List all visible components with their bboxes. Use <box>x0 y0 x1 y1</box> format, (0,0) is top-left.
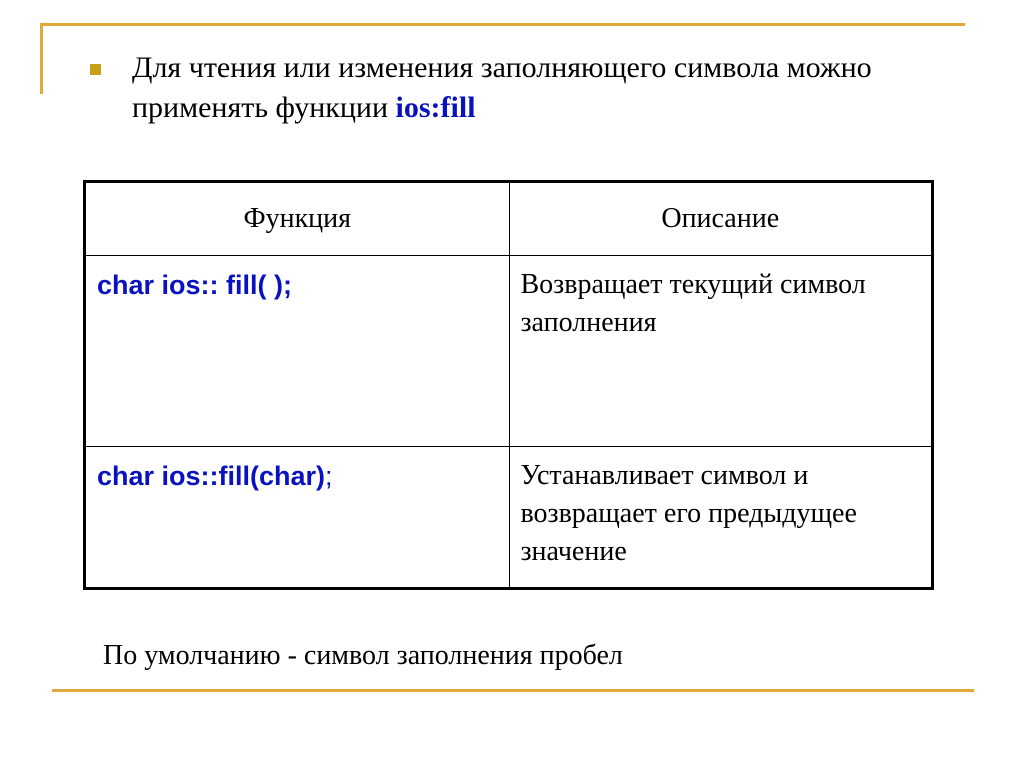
left-border-line <box>40 23 43 94</box>
functions-table <box>83 180 934 590</box>
function-cell <box>85 256 510 447</box>
bullet-square-icon <box>90 64 101 75</box>
table-row <box>85 256 933 447</box>
header-description: Описание <box>509 182 933 256</box>
function-description: Устанавливает символ и возвращает его предыдущее значение <box>520 460 857 567</box>
top-border-line <box>43 23 965 26</box>
default-fill-note: По умолчанию - символ заполнения пробел <box>103 640 623 671</box>
table-row <box>85 447 933 589</box>
function-signature: char ios:: fill( ); <box>97 270 292 300</box>
intro-function-name: ios:fill <box>395 91 476 124</box>
function-cell <box>85 447 510 589</box>
header-function: Функция <box>85 182 510 256</box>
function-signature: char ios::fill(char); <box>97 461 333 491</box>
description-cell <box>509 256 933 447</box>
bottom-border-line <box>52 689 974 692</box>
intro-text: Для чтения или изменения заполняющего символа можно применять функции <box>132 51 872 124</box>
description-cell <box>509 447 933 589</box>
table-header-row <box>85 182 933 256</box>
function-description: Возвращает текущий символ заполнения <box>520 269 866 338</box>
intro-text-block <box>132 48 932 128</box>
